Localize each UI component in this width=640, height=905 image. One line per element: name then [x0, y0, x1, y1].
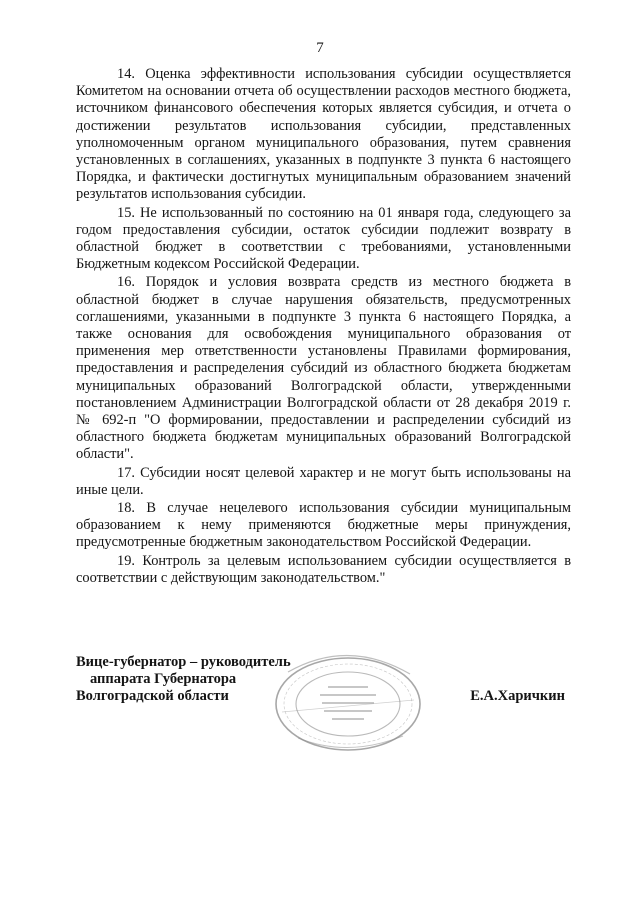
- signatory-title-line-2: аппарата Губернатора: [90, 671, 237, 687]
- paragraph-19: 19. Контроль за целевым использованием субсидии осуществляется в соответствии с действующим законодательством.": [76, 552, 571, 586]
- document-body: [76, 66, 571, 588]
- page-number: 7: [316, 40, 324, 56]
- signatory-title: [76, 654, 291, 705]
- signatory-title-line-1: Вице-губернатор – руководитель: [76, 654, 291, 670]
- paragraph-17: 17. Субсидии носят целевой характер и не могут быть использованы на иные цели.: [76, 464, 571, 498]
- signature-block: [76, 654, 571, 744]
- paragraph-15: 15. Не использованный по состоянию на 01 января года, следующего за годом предоставления субсидии, остаток субсидии подлежит возврату в областной бюджет в соответствии с требованиями, установленными Бюджетным кодексом Российской Федерации.: [76, 204, 571, 273]
- paragraph-16: 16. Порядок и условия возврата средств из местного бюджета в областной бюджет в случае нарушения обязательств, предусмотренных соглашениями, указанными в подпункте 3 пункта 6 настоящего Порядка, а также основания для освобождения муниципального образования от применения мер ответственности установлены Правилами формирования, предоставления и распределения субсидий из областного бюджета бюджетам муниципальных образований Волгоградской области, утвержденными постановлением Администрации Волгоградской области от 28 декабря 2019 г. № 692-п "О формировании, предоставлении и распределении субсидий из областного бюджета бюджетам муниципальных образований Волгоградской области".: [76, 274, 571, 463]
- signatory-title-line-3: Волгоградской области: [76, 688, 229, 704]
- paragraph-14: 14. Оценка эффективности использования субсидии осуществляется Комитетом на основании отчета об осуществлении расходов местного бюджета, источником финансового обеспечения которых является субсидия, и отчета о достижении результатов использования субсидии, представленных уполномоченным органом муниципального образования, путем сравнения установленных в соглашениях, указанных в подпункте 3 пункта 6 настоящего Порядка, и фактически достигнутых муниципальным образованием значений результатов использования субсидии.: [76, 66, 571, 203]
- signatory-name: Е.А.Харичкин: [470, 688, 565, 704]
- paragraph-18: 18. В случае нецелевого использования субсидии муниципальным образованием к нему применяются бюджетные меры принуждения, предусмотренные бюджетным законодательством Российской Федерации.: [76, 500, 571, 551]
